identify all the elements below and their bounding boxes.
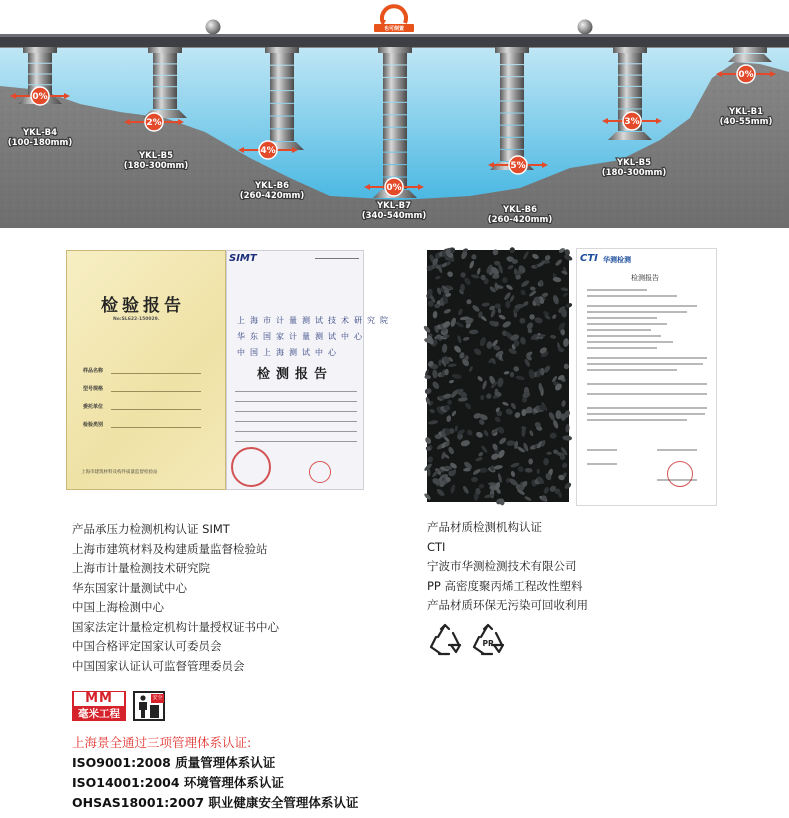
pedestal-ring: [383, 103, 407, 114]
granule: [562, 292, 568, 298]
granule: [561, 462, 568, 469]
right-text-line: PP 高密度聚丙烯工程改性塑料: [427, 578, 583, 593]
granule: [443, 308, 451, 314]
report-text-line: [587, 369, 677, 371]
pedestal-ring: [153, 64, 177, 74]
granule: [481, 302, 490, 307]
granule: [460, 272, 466, 278]
pedestal-range: (100-180mm): [7, 138, 73, 148]
granule: [498, 314, 506, 321]
pedestal-range: (340-540mm): [361, 211, 427, 221]
right-text-line: 宁波市华测检测技术有限公司: [427, 559, 577, 574]
granule: [513, 411, 521, 419]
granule: [512, 365, 520, 373]
pedestal-ring: [28, 53, 52, 63]
report-text-line: [587, 413, 705, 415]
slope-percent: 3%: [624, 117, 640, 127]
granule: [429, 408, 436, 413]
pedestal-ring: [28, 64, 52, 74]
granule: [468, 366, 473, 373]
pedestal-head: [495, 47, 529, 53]
granule: [423, 325, 432, 334]
granule: [528, 458, 533, 464]
granule: [450, 484, 456, 494]
safety-logo: [133, 691, 165, 721]
granule: [501, 320, 511, 329]
right-text-line: 产品材质环保无污染可回收利用: [427, 598, 588, 613]
granule: [475, 431, 484, 439]
granule: [497, 377, 505, 388]
granule: [506, 440, 515, 446]
granule: [526, 321, 535, 330]
granule: [457, 308, 463, 316]
granule: [463, 336, 470, 341]
granule: [505, 284, 513, 291]
pressure-certification-list: [72, 520, 279, 676]
report-a-number: No:SL622-150029.: [113, 317, 160, 322]
pedestal-ring: [618, 53, 642, 63]
granule: [522, 397, 527, 403]
slope-percent: 2%: [146, 118, 162, 128]
report-text-line: [587, 363, 703, 365]
pedestal-ring: [500, 53, 524, 64]
granule: [471, 304, 480, 313]
report-text-line: [587, 335, 661, 337]
granule: [485, 392, 492, 399]
granule: [446, 270, 454, 278]
granule: [520, 279, 530, 288]
granule: [460, 439, 470, 447]
granule: [469, 329, 479, 334]
granule: [446, 415, 452, 422]
pedestal-ring: [618, 87, 642, 97]
pedestal-ring: [383, 90, 407, 101]
pedestal-model: YKL-B6: [502, 205, 538, 215]
pedestal-ring: [383, 128, 407, 139]
pedestal-ring: [383, 65, 407, 76]
granule: [543, 458, 549, 466]
granule: [438, 359, 442, 366]
granule: [476, 267, 481, 275]
left-text-line: 国家法定计量检定机构计量授权证书中心: [72, 619, 279, 634]
cti-title: 检测报告: [631, 274, 659, 282]
granule: [454, 425, 458, 432]
granule: [550, 334, 557, 339]
simt-line-3: 中国上海测试中心: [237, 348, 341, 357]
mm-engineering-logo: [72, 691, 126, 721]
granule: [463, 276, 472, 286]
granule: [529, 430, 534, 437]
safety-logo-label: 安全: [152, 695, 163, 701]
pedestal-head: [265, 47, 299, 53]
granule: [548, 411, 556, 421]
report-a-field-1: 样品名称: [83, 368, 104, 374]
pedestal-head: [23, 47, 57, 53]
pedestal-support-diagram: [0, 0, 789, 228]
pedestal-range: (260-420mm): [239, 191, 305, 201]
report-text-line: [587, 311, 687, 313]
report-text-line: [587, 323, 667, 325]
pedestal-ring: [153, 53, 177, 63]
pedestal-model: YKL-B7: [376, 201, 412, 211]
pedestal-ring: [383, 53, 407, 64]
granule: [528, 369, 536, 380]
pedestal-range: (260-420mm): [487, 215, 553, 225]
granule: [525, 468, 533, 473]
granule: [457, 335, 463, 344]
granule: [497, 308, 501, 314]
granule: [552, 419, 559, 429]
mm-logo-top: MM: [74, 692, 124, 706]
granule: [436, 488, 446, 498]
report-text-line: [587, 305, 697, 307]
granule: [479, 336, 487, 347]
pp-recycle-label: PP: [482, 639, 494, 648]
report-text-line: [587, 393, 707, 395]
granule: [554, 258, 563, 266]
granule: [534, 316, 544, 324]
granule: [561, 400, 566, 407]
granule: [480, 395, 484, 401]
pedestal-ring: [500, 138, 524, 149]
granule: [464, 402, 472, 411]
simt-head: SIMT: [229, 253, 257, 264]
granule: [447, 446, 455, 455]
granule: [473, 347, 483, 357]
granule: [503, 371, 509, 375]
pedestal-model: YKL-B5: [138, 151, 174, 161]
granule: [564, 249, 571, 256]
pedestal-ring: [618, 98, 642, 108]
report-text-line: [587, 341, 673, 343]
granule: [432, 369, 438, 378]
granule: [475, 456, 483, 462]
granule: [510, 372, 515, 378]
report-text-line: [587, 295, 677, 297]
pedestal-range: (180-300mm): [601, 168, 667, 178]
management-item: OHSAS18001:2007 职业健康安全管理体系认证: [72, 795, 359, 810]
pedestal-range: (40-55mm): [719, 117, 773, 127]
cti-logo: CTI: [580, 253, 598, 264]
pedestal-ring: [270, 129, 294, 141]
granule: [466, 429, 473, 437]
granule: [471, 477, 478, 483]
pedestal-head: [378, 47, 412, 53]
granule: [434, 275, 441, 280]
left-text-line: 上海市建筑材料及构建质量监督检验站: [72, 541, 268, 556]
management-item: ISO14001:2004 环境管理体系认证: [72, 775, 284, 790]
report-text-line: [587, 317, 657, 319]
simt-report-image: [226, 250, 393, 490]
granule: [524, 495, 532, 501]
granule: [510, 402, 517, 410]
granule: [449, 379, 455, 383]
granule: [563, 338, 570, 347]
slope-percent: 0%: [738, 70, 754, 80]
granule: [432, 311, 437, 319]
granule: [549, 432, 557, 439]
simt-line-2: 华东国家计量测试中心: [237, 332, 367, 341]
slope-percent: 0%: [386, 183, 402, 193]
pedestal-ring: [270, 66, 294, 78]
pedestal-ring: [500, 89, 524, 100]
granule: [510, 470, 516, 477]
granule: [494, 303, 501, 309]
slope-percent: 4%: [260, 146, 276, 156]
pedestal-ring: [270, 53, 294, 65]
granule: [502, 401, 509, 406]
granule: [447, 399, 453, 405]
granule: [530, 286, 536, 291]
report-a-field-3: 委托单位: [83, 404, 104, 410]
granule: [492, 249, 499, 256]
simt-title: 检测报告: [257, 367, 334, 382]
granule: [519, 336, 526, 345]
granule: [493, 465, 503, 470]
right-text-line: 产品材质检测机构认证: [427, 520, 542, 534]
pedestal-head: [613, 47, 647, 53]
granule: [565, 302, 573, 308]
granule: [562, 435, 572, 441]
granule: [563, 482, 572, 491]
granule: [431, 380, 440, 390]
granule: [537, 469, 540, 474]
slope-percent: 0%: [32, 92, 48, 102]
inspection-report-image: [66, 250, 226, 490]
pedestal-range: (180-300mm): [123, 161, 189, 171]
granule: [428, 420, 438, 425]
granule: [560, 287, 568, 292]
report-text-line: [587, 347, 657, 349]
report-text-line: [657, 449, 697, 451]
report-text-line: [587, 289, 647, 291]
granule: [494, 416, 502, 423]
pedestal-ring: [153, 99, 177, 109]
granule: [471, 254, 477, 260]
pedestal-ring: [383, 153, 407, 164]
granule: [448, 363, 457, 367]
pedestal-model: YKL-B4: [22, 128, 58, 138]
granule: [451, 373, 461, 379]
granule: [459, 352, 466, 360]
pedestal-ring: [383, 115, 407, 126]
granule: [552, 294, 560, 305]
left-text-line: 上海市计量检测技术研究院: [72, 561, 210, 575]
granule: [519, 317, 526, 324]
pedestal-ring: [383, 78, 407, 89]
pedestal-ring: [28, 75, 52, 85]
granule: [486, 341, 492, 349]
left-text-line: 产品承压力检测机构认证 SIMT: [72, 522, 230, 536]
granule: [455, 321, 464, 328]
pedestal-ring: [153, 76, 177, 86]
granule: [427, 469, 430, 477]
granule: [509, 247, 515, 254]
granule: [478, 483, 484, 489]
granule: [427, 456, 434, 464]
report-text-line: [587, 383, 707, 385]
slope-percent: 5%: [510, 161, 526, 171]
granule: [478, 451, 484, 457]
granule: [505, 300, 510, 308]
granule: [505, 407, 514, 416]
pedestal-ring: [270, 78, 294, 90]
report-text-line: [587, 407, 707, 409]
granule: [507, 264, 514, 270]
pedestal-model: YKL-B6: [254, 181, 290, 191]
granule: [424, 436, 432, 445]
report-text-line: [587, 463, 617, 465]
cti-logo-cn: 华测检测: [603, 256, 631, 264]
management-certifications: [72, 733, 358, 813]
material-certification-list: [427, 518, 588, 616]
granule: [520, 289, 527, 297]
pedestal-ring: [500, 77, 524, 88]
granule: [531, 253, 539, 260]
granule: [488, 482, 496, 485]
granule: [468, 260, 475, 269]
granule: [546, 452, 552, 455]
granule: [565, 424, 570, 433]
pedestal-model: YKL-B5: [616, 158, 652, 168]
granule: [498, 436, 507, 445]
pedestal-ring: [270, 117, 294, 129]
granule: [424, 387, 432, 395]
pp-granules-photo: [427, 250, 569, 502]
report-text-line: [587, 419, 687, 421]
mm-logo-bottom: 毫米工程: [78, 708, 120, 720]
report-a-title: 检验报告: [101, 296, 185, 316]
management-item: ISO9001:2008 质量管理体系认证: [72, 755, 276, 770]
report-text-line: [587, 357, 707, 359]
left-text-line: 中国合格评定国家认可委员会: [72, 639, 222, 653]
granule: [483, 429, 490, 437]
pedestal-ring: [383, 165, 407, 176]
pedestal-head: [733, 47, 767, 53]
left-text-line: 中国上海检测中心: [72, 600, 164, 614]
granule: [551, 314, 557, 320]
pedestal-ring: [270, 91, 294, 103]
flip-logo-text: 也可倒置: [383, 26, 405, 32]
cti-report-image: [576, 248, 717, 506]
granule: [543, 486, 550, 494]
management-title: 上海景全通过三项管理体系认证:: [72, 735, 252, 750]
recycle-icon: [427, 623, 463, 661]
granule: [515, 375, 525, 381]
right-text-line: CTI: [427, 539, 446, 554]
granule: [522, 251, 529, 261]
report-a-field-2: 型号规格: [83, 386, 104, 392]
pedestal-ring: [500, 114, 524, 125]
pedestal-ring: [500, 126, 524, 137]
granule: [462, 485, 470, 494]
left-text-line: 华东国家计量测试中心: [72, 580, 187, 595]
granule: [563, 363, 569, 370]
pedestal-head: [148, 47, 182, 53]
granule: [528, 290, 537, 298]
granule: [540, 368, 544, 376]
granule: [442, 344, 448, 354]
granule: [481, 380, 487, 390]
report-text-line: [587, 329, 651, 331]
granule: [423, 492, 431, 500]
granule: [558, 247, 566, 254]
pp-recycle-icon: [470, 623, 506, 661]
pedestal-ring: [153, 87, 177, 97]
granule: [502, 277, 507, 283]
simt-line-1: 上海市计量测试技术研究院: [237, 316, 393, 325]
report-a-footer: 上海市建筑材料及构件质量监督检验站: [81, 470, 158, 475]
pedestal-ring: [383, 140, 407, 151]
pedestal-model: YKL-B1: [728, 107, 764, 117]
report-a-field-4: 检验类别: [83, 422, 104, 428]
granule: [465, 298, 472, 305]
report-text-line: [587, 449, 617, 451]
pedestal-ring: [500, 65, 524, 76]
pedestal-ring: [618, 76, 642, 86]
granule: [451, 410, 457, 417]
granule: [477, 375, 484, 382]
pedestal-ring: [270, 104, 294, 116]
left-text-line: 中国国家认证认可监督管理委员会: [72, 658, 245, 673]
pedestal-ring: [500, 101, 524, 112]
granule: [517, 465, 525, 473]
pedestal-ring: [618, 64, 642, 74]
granule: [453, 344, 463, 354]
granule: [497, 473, 502, 483]
